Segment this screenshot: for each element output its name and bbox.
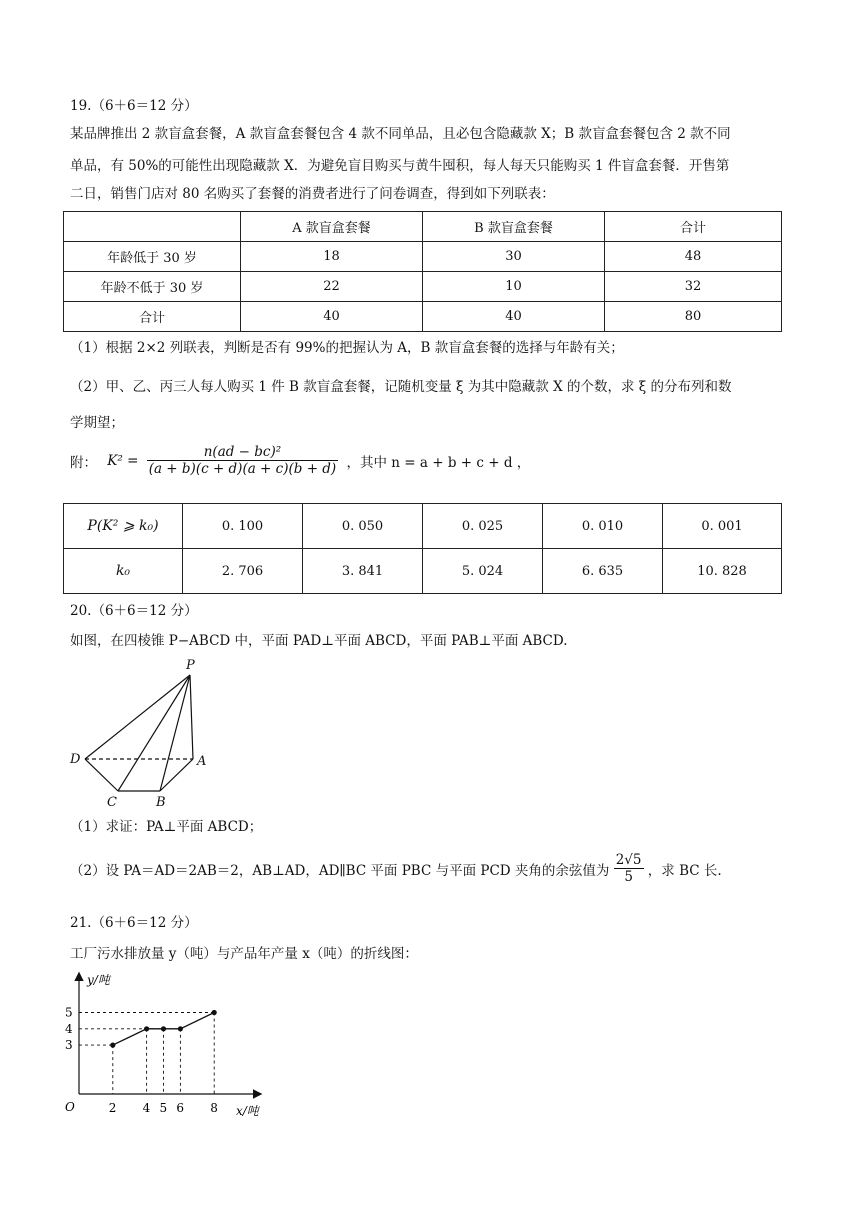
q19-header: 19.（6＋6＝12 分）	[70, 98, 198, 114]
edge-ba	[160, 759, 193, 791]
vertex-label-b: B	[156, 795, 166, 810]
table-header: B 款盲盒套餐	[423, 212, 605, 242]
edge-dc	[85, 759, 118, 791]
cosine-fraction	[614, 852, 644, 885]
data-point	[161, 1026, 166, 1031]
edge-pa	[190, 675, 193, 759]
vertex-label-p: P	[186, 658, 195, 673]
cosine-denominator: 5	[614, 868, 644, 885]
table-header: 合计	[605, 212, 782, 242]
data-point	[144, 1026, 149, 1031]
table-header: A 款盲盒套餐	[241, 212, 423, 242]
origin-label: O	[65, 1100, 75, 1114]
table-row	[64, 212, 782, 242]
q20-subquestion-2-tail: ，求 BC 长.	[647, 862, 722, 879]
table-cell: 22	[241, 272, 423, 302]
formula-tail: ，其中 n = a + b + c + d ，	[346, 454, 531, 471]
x-tick-label: 8	[210, 1101, 218, 1115]
y-tick-label: 4	[65, 1021, 73, 1036]
data-point	[212, 1010, 217, 1015]
table-cell: 3. 841	[303, 549, 423, 594]
q21-header: 21.（6＋6＝12 分）	[70, 915, 198, 931]
y-tick-label: 3	[65, 1038, 73, 1053]
table-row	[64, 549, 782, 594]
table-cell: 0. 001	[663, 504, 782, 549]
table-row	[64, 242, 782, 272]
table-cell: 0. 025	[423, 504, 543, 549]
q21-paragraph-1: 工厂污水排放量 y（吨）与产品年产量 x（吨）的折线图：	[70, 946, 418, 962]
x-axis-label: x/吨	[236, 1104, 259, 1118]
chi-square-formula	[70, 444, 530, 500]
line-chart	[60, 968, 275, 1120]
q19-paragraph-3: 二日，销售门店对 80 名购买了套餐的消费者进行了问卷调查，得到如下列联表：	[70, 186, 555, 202]
table-cell: 0. 100	[183, 504, 303, 549]
data-point	[110, 1043, 115, 1048]
formula-denominator: (a + b)(c + d)(a + c)(b + d)	[148, 461, 337, 477]
x-tick-label: 4	[142, 1101, 151, 1115]
table-row	[64, 272, 782, 302]
q19-paragraph-2: 单品，有 50%的可能性出现隐藏款 X．为避免盲目购买与黄牛囤积，每人每天只能购买 1 件盲盒套餐．开售第	[70, 158, 730, 174]
table-cell: 10. 828	[663, 549, 782, 594]
table-cell: 5. 024	[423, 549, 543, 594]
formula-numerator: n(ad − bc)²	[203, 444, 282, 460]
vertex-label-c: C	[107, 795, 117, 810]
table-cell: 合计	[64, 302, 241, 332]
table-cell: 48	[605, 242, 782, 272]
q20-subquestion-2	[70, 852, 722, 900]
table-cell: 40	[423, 302, 605, 332]
pyramid-diagram	[60, 655, 230, 815]
q19-subquestion-2b: 学期望；	[70, 415, 124, 431]
table-row	[64, 504, 782, 549]
contingency-table	[63, 211, 782, 332]
edge-pb	[160, 675, 190, 791]
q20-subquestion-2-text: （2）设 PA＝AD＝2AB＝2，AB⊥AD，AD∥BC 平面 PBC 与平面 PCD 夹角的余弦值为	[70, 862, 610, 879]
x-tick-label: 5	[159, 1101, 168, 1115]
edge-pc	[118, 675, 190, 791]
table-cell: 40	[241, 302, 423, 332]
table-row-label: k₀	[64, 549, 183, 594]
table-cell: 30	[423, 242, 605, 272]
table-cell	[64, 212, 241, 242]
table-cell: 年龄不低于 30 岁	[64, 272, 241, 302]
q19-subquestion-1: （1）根据 2×2 列联表，判断是否有 99%的把握认为 A，B 款盲盒套餐的选择与年龄有关；	[70, 340, 624, 356]
table-cell: 年龄低于 30 岁	[64, 242, 241, 272]
x-tick-label: 6	[176, 1101, 185, 1115]
table-row-label: P(K² ⩾ k₀)	[64, 504, 183, 549]
y-axis-label: y/吨	[87, 973, 110, 987]
q19-paragraph-1: 某品牌推出 2 款盲盒套餐，A 款盲盒套餐包含 4 款不同单品，且必包含隐藏款 X；B 款盲盒套餐包含 2 款不同	[70, 126, 731, 142]
table-cell: 0. 050	[303, 504, 423, 549]
q20-paragraph-1: 如图，在四棱锥 P−ABCD 中，平面 PAD⊥平面 ABCD，平面 PAB⊥平面 ABCD.	[70, 633, 568, 649]
formula-fraction	[147, 444, 339, 477]
appendix-label: 附：	[70, 454, 97, 471]
data-point	[178, 1026, 183, 1031]
formula-lhs: K² =	[107, 452, 139, 469]
y-tick-label: 5	[65, 1005, 73, 1020]
vertex-label-a: A	[197, 754, 207, 769]
edge-pd	[85, 675, 190, 759]
critical-value-table	[63, 503, 782, 594]
table-cell: 0. 010	[543, 504, 663, 549]
table-cell: 2. 706	[183, 549, 303, 594]
table-cell: 10	[423, 272, 605, 302]
table-cell: 80	[605, 302, 782, 332]
q19-subquestion-2a: （2）甲、乙、丙三人每人购买 1 件 B 款盲盒套餐，记随机变量 ξ 为其中隐藏款 X 的个数，求 ξ 的分布列和数	[70, 379, 732, 395]
table-cell: 18	[241, 242, 423, 272]
q20-header: 20.（6＋6＝12 分）	[70, 603, 198, 619]
table-row	[64, 302, 782, 332]
x-tick-label: 2	[108, 1101, 117, 1115]
q20-subquestion-1: （1）求证：PA⊥平面 ABCD；	[70, 819, 263, 835]
table-cell: 6. 635	[543, 549, 663, 594]
cosine-numerator: 2√5	[615, 852, 642, 868]
vertex-label-d: D	[70, 752, 81, 767]
table-cell: 32	[605, 272, 782, 302]
